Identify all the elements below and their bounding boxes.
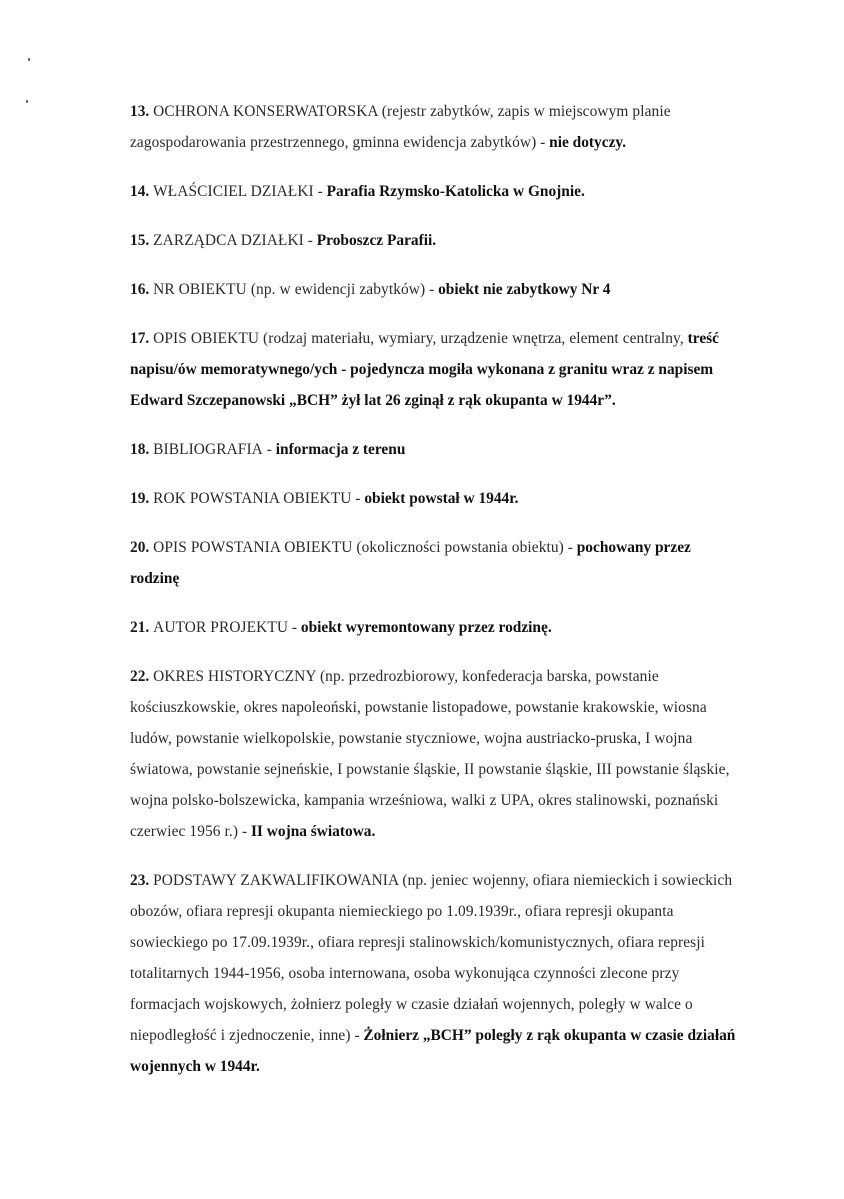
entry-value: pochowany przez rodzinę (130, 539, 691, 587)
entry-14 (130, 176, 740, 207)
scan-speck (28, 58, 30, 61)
entry-value: nie dotyczy. (549, 134, 627, 151)
entry-separator: - (351, 490, 365, 507)
entry-label: NR OBIEKTU (np. w ewidencji zabytków) (153, 281, 426, 298)
entry-value: Proboszcz Parafii. (316, 232, 437, 249)
entry-label: OPIS OBIEKTU (rodzaj materiału, wymiary, urządzenie wnętrza, element centralny, (153, 330, 684, 347)
entry-separator: - (238, 823, 251, 840)
entry-number: 22. (130, 668, 150, 685)
entry-separator: - (350, 1027, 364, 1044)
entry-label: PODSTAWY ZAKWALIFIKOWANIA (np. jeniec wojenny, ofiara niemieckich i sowieckich obozów, ofiara represji okupanta niemieckiego po 1.09.1939r., ofiara represji okupanta sowieckiego po 17.09.1939r., ofiara represji stalinowskich/komunistycznych, ofiara represji totalitarnych 1944-1956, osoba internowana, osoba wykonująca czynności zlecone przy formacjach wojskowych, żołnierz poległy w czasie działań wojennych, poległy w walce o niepodległość i zjednoczenie, inne) (130, 872, 733, 1044)
entry-number: 15. (130, 232, 150, 249)
entry-number: 23. (130, 872, 150, 889)
entry-number: 13. (130, 103, 150, 120)
entry-label: ZARZĄDCA DZIAŁKI (153, 232, 304, 249)
entry-separator: - (536, 134, 550, 151)
entry-19 (130, 483, 740, 514)
entry-15 (130, 225, 740, 256)
entry-number: 16. (130, 281, 150, 298)
entry-number: 14. (130, 183, 150, 200)
entry-label: OKRES HISTORYCZNY (np. przedrozbiorowy, konfederacja barska, powstanie kościuszkowskie, okres napoleoński, powstanie listopadowe, powstanie krakowskie, wiosna ludów, powstanie wielkopolskie, powstanie styczniowe, wojna austriacko-pruska, I wojna światowa, powstanie sejneńskie, I powstanie śląskie, II powstanie śląskie, III powstanie śląskie, wojna polsko-bolszewicka, kampania wrześniowa, walki z UPA, okres stalinowski, poznański czerwiec 1956 r.) (130, 668, 730, 840)
entry-separator: - (303, 232, 317, 249)
entry-value: obiekt wyremontowany przez rodzinę. (300, 619, 552, 636)
entry-value: obiekt powstał w 1944r. (364, 490, 519, 507)
scan-speck (26, 100, 28, 103)
entry-23 (130, 865, 740, 1082)
entry-value: obiekt nie zabytkowy Nr 4 (438, 281, 611, 298)
entry-17 (130, 323, 740, 416)
entry-value: Żołnierz „BCH” poległy z rąk okupanta w czasie działań wojennych w 1944r. (130, 1027, 736, 1075)
entry-number: 20. (130, 539, 150, 556)
entry-separator: - (425, 281, 439, 298)
entry-separator: - (563, 539, 577, 556)
entry-label: WŁAŚCICIEL DZIAŁKI (153, 183, 314, 200)
entry-separator: - (288, 619, 301, 636)
entry-value: Parafia Rzymsko-Katolicka w Gnojnie. (326, 183, 585, 200)
entry-16 (130, 274, 740, 305)
entry-label: OPIS POWSTANIA OBIEKTU (okoliczności powstania obiektu) (153, 539, 564, 556)
document-body (130, 96, 740, 1100)
entry-13 (130, 96, 740, 158)
entry-label: BIBLIOGRAFIA (153, 441, 263, 458)
entry-separator: - (313, 183, 327, 200)
entry-number: 17. (130, 330, 150, 347)
entry-22 (130, 661, 740, 847)
entry-21 (130, 612, 740, 643)
entry-label: OCHRONA KONSERWATORSKA (rejestr zabytków, zapis w miejscowym planie zagospodarowania przestrzennego, gminna ewidencja zabytków) (130, 103, 671, 151)
entry-number: 21. (130, 619, 150, 636)
entry-18 (130, 434, 740, 465)
entry-20 (130, 532, 740, 594)
entry-separator: - (262, 441, 276, 458)
entry-value: treść napisu/ów memoratywnego/ych - pojedyncza mogiła wykonana z granitu wraz z napisem Edward Szczepanowski „BCH” żył lat 26 zginął z rąk okupanta w 1944r”. (130, 330, 719, 409)
entry-number: 18. (130, 441, 150, 458)
entry-label: ROK POWSTANIA OBIEKTU (153, 490, 352, 507)
entry-value: II wojna światowa. (250, 823, 376, 840)
entry-value: informacja z terenu (275, 441, 406, 458)
entry-label: AUTOR PROJEKTU (153, 619, 289, 636)
entry-number: 19. (130, 490, 150, 507)
